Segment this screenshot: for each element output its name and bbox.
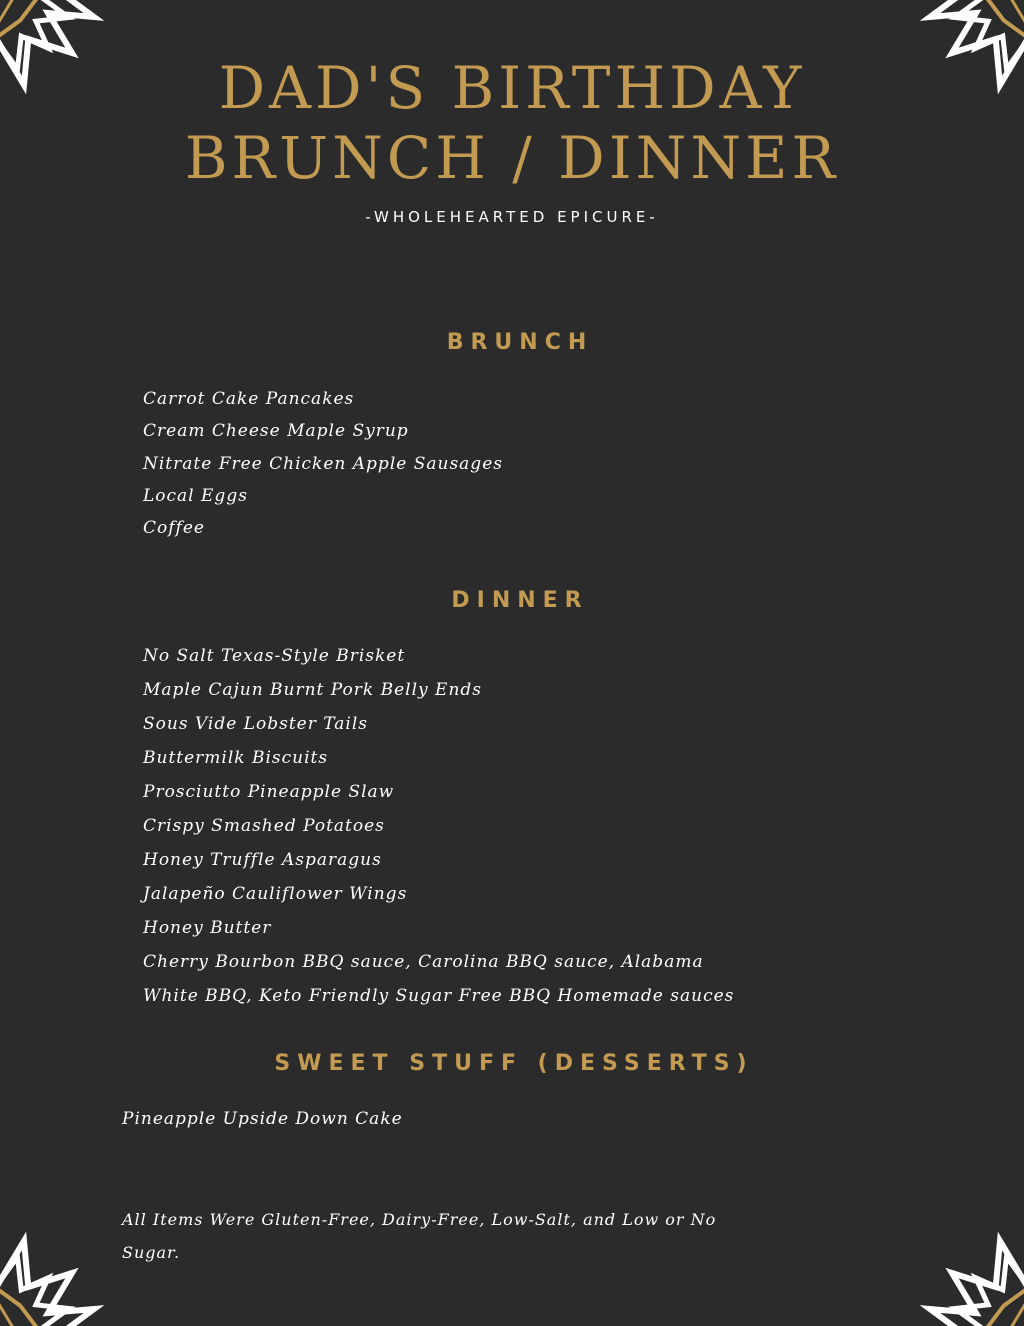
menu-item: Nitrate Free Chicken Apple Sausages <box>143 453 503 474</box>
section-heading-desserts: SWEET STUFF (DESSERTS) <box>274 1051 754 1076</box>
section-heading-dinner: DINNER <box>451 588 589 613</box>
menu-item: Local Eggs <box>143 485 248 506</box>
menu-item: Honey Butter <box>143 918 272 938</box>
page-title-line-2: BRUNCH / DINNER <box>184 124 840 192</box>
menu-item: Pineapple Upside Down Cake <box>122 1109 403 1129</box>
menu-item: Honey Truffle Asparagus <box>143 850 382 870</box>
dietary-footnote: All Items Were Gluten-Free, Dairy-Free, Low-Salt, and Low or No Sugar. <box>122 1210 717 1262</box>
menu-item: Carrot Cake Pancakes <box>143 389 355 409</box>
menu-item: Buttermilk Biscuits <box>143 748 329 768</box>
page-title-line-1: DAD'S BIRTHDAY <box>218 54 806 122</box>
page-subtitle: -WHOLEHEARTED EPICURE- <box>365 208 659 226</box>
section-heading-brunch: BRUNCH <box>446 330 594 355</box>
dinner-menu-list <box>143 643 734 1017</box>
menu-item: Cherry Bourbon BBQ sauce, Carolina BBQ sauce, Alabama <box>143 952 704 972</box>
corner-ornament-bottom-right <box>894 1196 1024 1326</box>
menu-item: White BBQ, Keto Friendly Sugar Free BBQ Homemade sauces <box>143 986 735 1006</box>
starburst-corner-icon <box>0 1196 130 1326</box>
menu-item: Crispy Smashed Potatoes <box>143 816 385 836</box>
menu-item: Maple Cajun Burnt Pork Belly Ends <box>143 680 483 700</box>
menu-item: Coffee <box>143 518 205 539</box>
menu-item: Cream Cheese Maple Syrup <box>143 421 409 442</box>
menu-item: Prosciutto Pineapple Slaw <box>143 782 395 802</box>
dessert-menu-list <box>122 1106 403 1132</box>
menu-item: Jalapeño Cauliflower Wings <box>143 884 408 904</box>
starburst-corner-icon <box>894 1196 1024 1326</box>
corner-ornament-bottom-left <box>0 1196 130 1326</box>
brunch-menu-list <box>143 386 503 547</box>
menu-item: Sous Vide Lobster Tails <box>143 714 369 734</box>
menu-item: No Salt Texas-Style Brisket <box>143 646 406 666</box>
